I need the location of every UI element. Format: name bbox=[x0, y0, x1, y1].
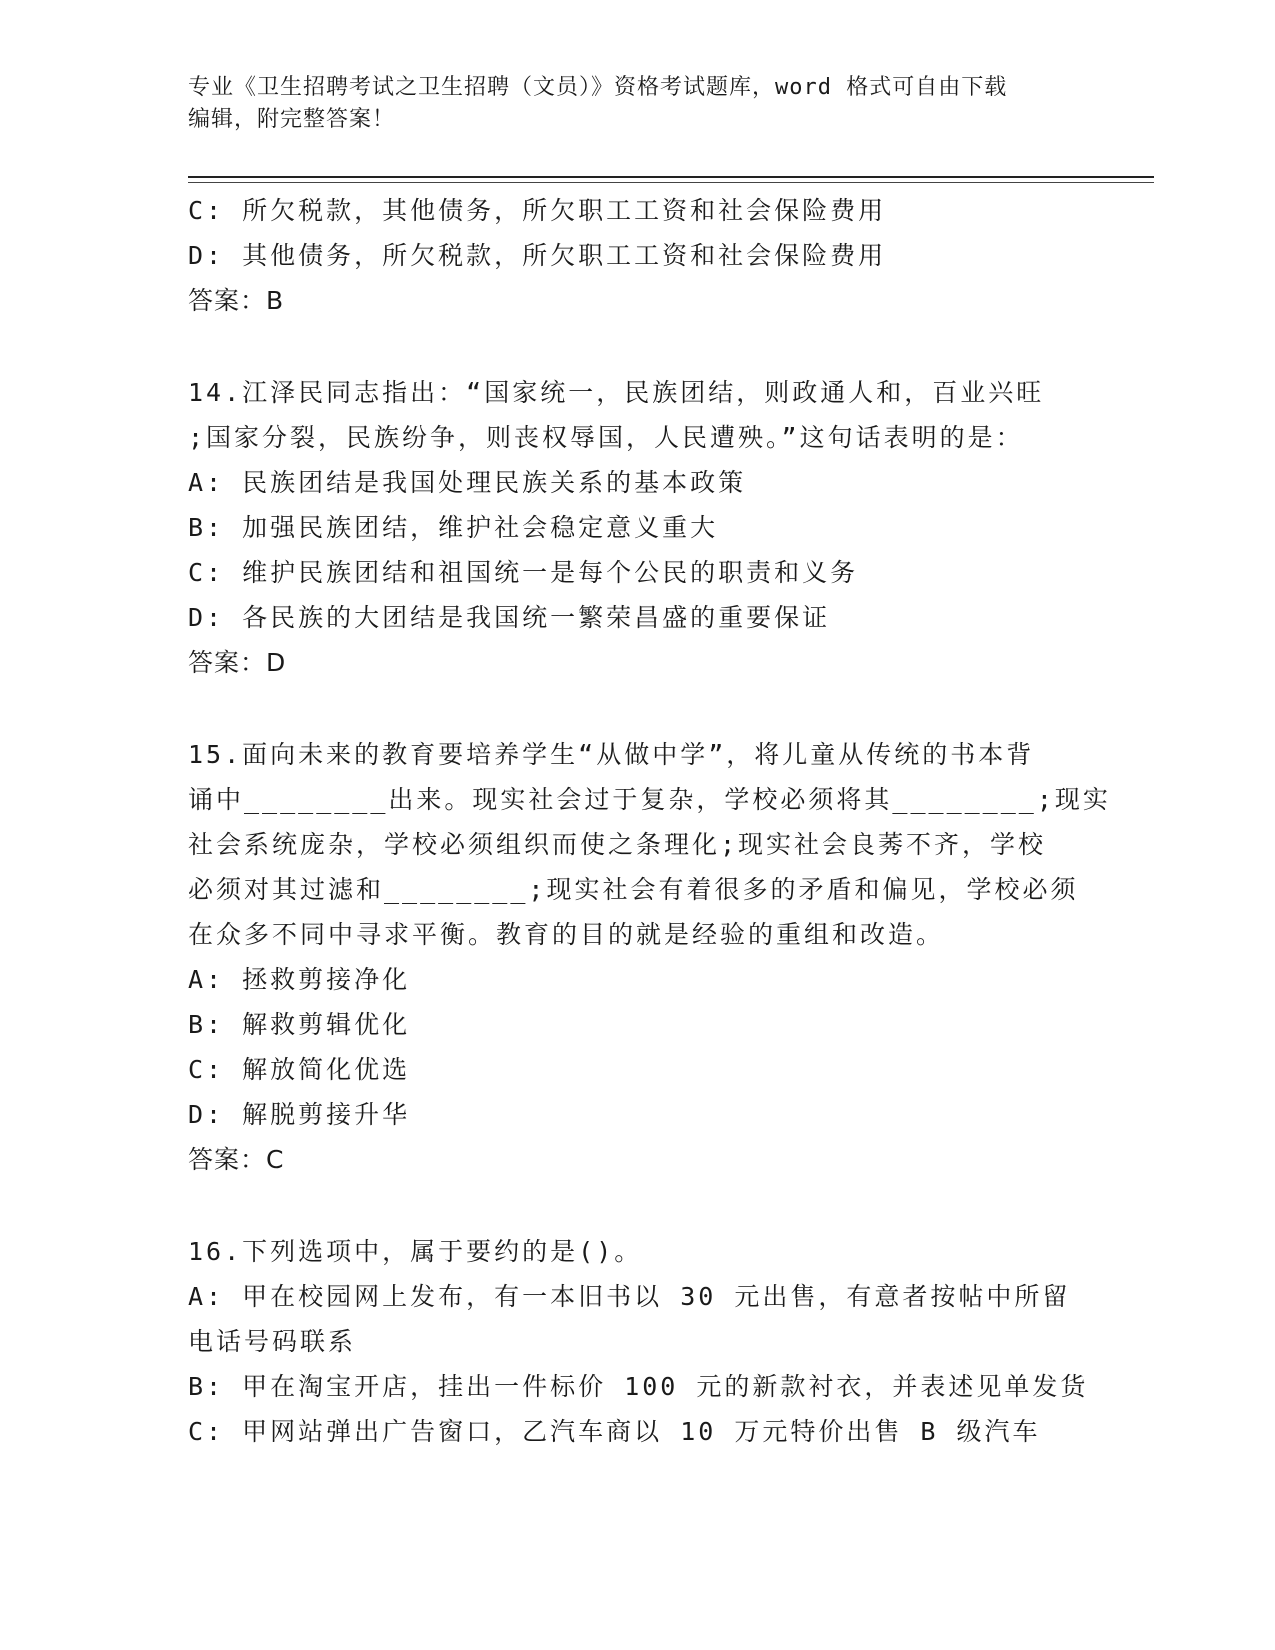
header-divider-thin bbox=[188, 182, 1154, 183]
question-list bbox=[188, 188, 1111, 1454]
question-15 bbox=[188, 732, 1111, 1182]
option-d: D: 解脱剪接升华 bbox=[188, 1100, 411, 1129]
question-16 bbox=[188, 1229, 1088, 1454]
page-header bbox=[188, 72, 1068, 136]
question-stem: 在众多不同中寻求平衡。教育的目的就是经验的重组和改造。 bbox=[188, 920, 945, 949]
question-stem: 16.下列选项中，属于要约的是()。 bbox=[188, 1237, 643, 1266]
spacer bbox=[188, 323, 1088, 370]
option-c: C: 维护民族团结和祖国统一是每个公民的职责和义务 bbox=[188, 558, 859, 587]
answer: 答案：B bbox=[188, 286, 285, 315]
question-stem: 社会系统庞杂，学校必须组织而使之条理化;现实社会良莠不齐，学校 bbox=[188, 830, 1047, 859]
question-stem: 15.面向未来的教育要培养学生“从做中学”，将儿童从传统的书本背 bbox=[188, 740, 1035, 769]
option-c: C: 解放简化优选 bbox=[188, 1055, 411, 1084]
spacer bbox=[188, 1182, 1088, 1229]
option-a: A: 拯救剪接净化 bbox=[188, 965, 411, 994]
header-title-line-1: 专业《卫生招聘考试之卫生招聘（文员）》资格考试题库，word 格式可自由下载 bbox=[188, 75, 1008, 100]
spacer bbox=[188, 685, 1088, 732]
question-stem: 诵中________出来。现实社会过于复杂，学校必须将其________;现实 bbox=[188, 785, 1111, 814]
question-stem: 必须对其过滤和________;现实社会有着很多的矛盾和偏见，学校必须 bbox=[188, 875, 1079, 904]
option-c: C: 甲网站弹出广告窗口，乙汽车商以 10 万元特价出售 B 级汽车 bbox=[188, 1417, 1041, 1446]
answer: 答案：D bbox=[188, 648, 287, 677]
option-b: B: 甲在淘宝开店，挂出一件标价 100 元的新款衬衣，并表述见单发货 bbox=[188, 1372, 1089, 1401]
answer: 答案：C bbox=[188, 1145, 285, 1174]
option-b: B: 加强民族团结，维护社会稳定意义重大 bbox=[188, 513, 719, 542]
option-a: A: 民族团结是我国处理民族关系的基本政策 bbox=[188, 468, 747, 497]
question-14 bbox=[188, 370, 1088, 685]
header-divider bbox=[188, 176, 1154, 178]
header-title-line-2: 编辑，附完整答案！ bbox=[188, 107, 396, 132]
option-a: A: 甲在校园网上发布，有一本旧书以 30 元出售，有意者按帖中所留 bbox=[188, 1282, 1071, 1311]
question-13 bbox=[188, 188, 1088, 323]
option-d: D: 各民族的大团结是我国统一繁荣昌盛的重要保证 bbox=[188, 603, 831, 632]
question-stem: ;国家分裂，民族纷争，则丧权辱国，人民遭殃。”这句话表明的是： bbox=[188, 423, 1024, 452]
option-c: C: 所欠税款，其他债务，所欠职工工资和社会保险费用 bbox=[188, 196, 887, 225]
option-b: B: 解救剪辑优化 bbox=[188, 1010, 411, 1039]
option-d: D: 其他债务，所欠税款，所欠职工工资和社会保险费用 bbox=[188, 241, 887, 270]
question-stem: 14.江泽民同志指出：“国家统一，民族团结，则政通人和，百业兴旺 bbox=[188, 378, 1045, 407]
option-a-continued: 电话号码联系 bbox=[188, 1327, 357, 1356]
